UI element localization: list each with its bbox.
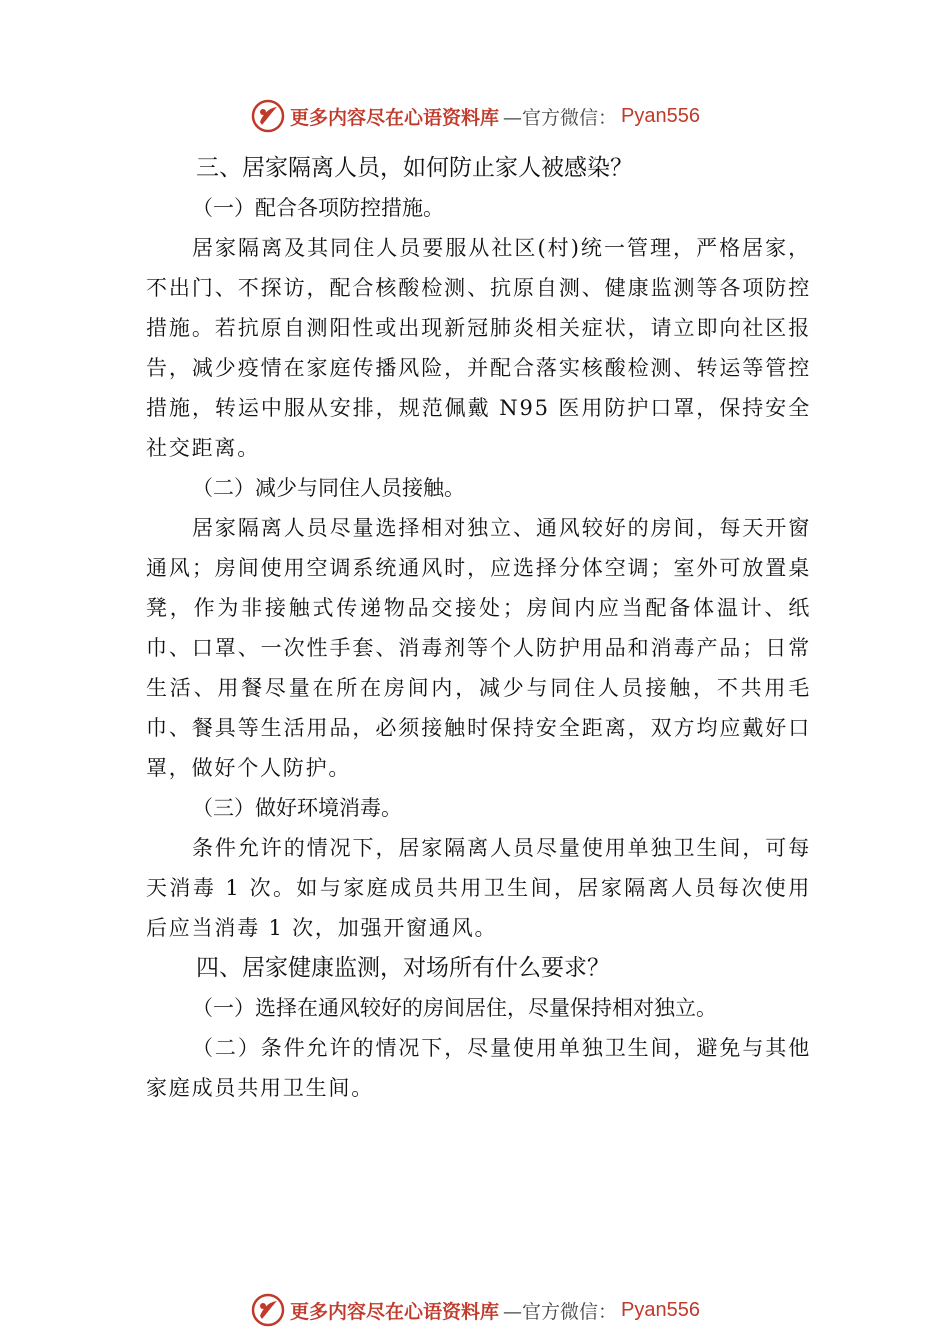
banner-wechat-id: Pyan556	[621, 1298, 700, 1321]
subsection-title: （一）选择在通风较好的房间居住，尽量保持相对独立。	[192, 996, 717, 1020]
brand-logo-icon	[250, 1292, 286, 1328]
section-heading: 四、居家健康监测，对场所有什么要求？	[196, 955, 610, 981]
footer-banner	[0, 1290, 950, 1330]
section-heading: 三、居家隔离人员，如何防止家人被感染？	[196, 155, 633, 181]
banner-title: 更多内容尽在心语资料库	[290, 1300, 500, 1323]
subsection-title: （一）配合各项防控措施。	[192, 196, 444, 220]
paragraph: 条件允许的情况下，居家隔离人员尽量使用单独卫生间，可每天消毒 1 次。如与家庭成员共用卫生间，居家隔离人员每次使用后应当消毒 1 次，加强开窗通风。	[146, 836, 811, 940]
banner-wechat-label: —官方微信：	[503, 1300, 618, 1323]
document-body	[146, 148, 811, 1108]
paragraph: 居家隔离人员尽量选择相对独立、通风较好的房间，每天开窗通风；房间使用空调系统通风时，应选择分体空调；室外可放置桌凳，作为非接触式传递物品交接处；房间内应当配备体温计、纸巾、口罩、一次性手套、消毒剂等个人防护用品和消毒产品；日常生活、用餐尽量在所在房间内，减少与同住人员接触，不共用毛巾、餐具等生活用品，必须接触时保持安全距离，双方均应戴好口罩，做好个人防护。	[146, 516, 811, 780]
paragraph: 居家隔离及其同住人员要服从社区(村)统一管理，严格居家，不出门、不探访，配合核酸检测、抗原自测、健康监测等各项防控措施。若抗原自测阳性或出现新冠肺炎相关症状，请立即向社区报告，减少疫情在家庭传播风险，并配合落实核酸检测、转运等管控措施，转运中服从安排，规范佩戴 N95 医用防护口罩，保持安全社交距离。	[146, 236, 811, 460]
subsection-title: （二）减少与同住人员接触。	[192, 476, 465, 500]
banner-wechat-label: —官方微信：	[503, 106, 618, 129]
header-banner	[0, 96, 950, 136]
brand-logo-icon	[250, 98, 286, 134]
banner-wechat-id: Pyan556	[621, 104, 700, 127]
paragraph: （二）条件允许的情况下，尽量使用单独卫生间，避免与其他家庭成员共用卫生间。	[146, 1036, 811, 1100]
subsection-title: （三）做好环境消毒。	[192, 796, 402, 820]
banner-title: 更多内容尽在心语资料库	[290, 106, 500, 129]
